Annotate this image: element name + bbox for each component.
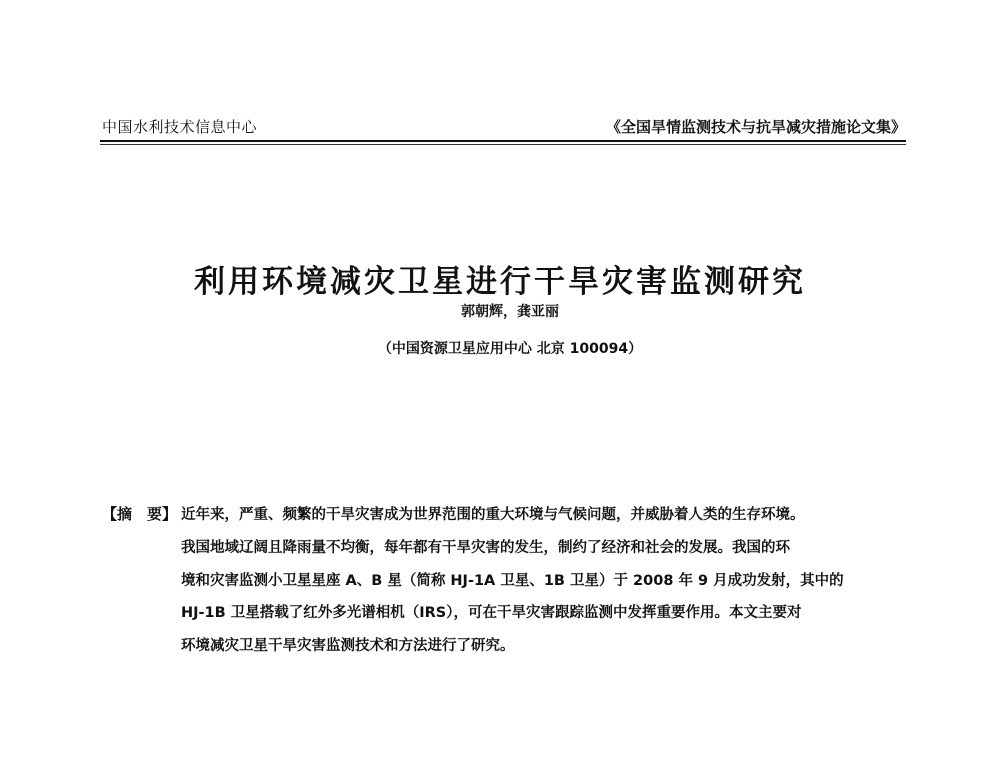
- abstract-line: 境和灾害监测小卫星星座 A、B 星（简称 HJ-1A 卫星、1B 卫星）于 2008 年 9 月成功发射，其中的: [181, 573, 844, 589]
- header-rule-thin: [100, 144, 906, 145]
- paper-authors: 郭朝辉，龚亚丽: [461, 304, 559, 320]
- abstract-line: 环境减灾卫星干旱灾害监测技术和方法进行了研究。: [181, 638, 515, 654]
- header-publisher: 中国水利技术信息中心: [102, 118, 258, 136]
- paper-title: 利用环境减灾卫星进行干旱灾害监测研究: [194, 264, 806, 300]
- abstract-label: 【摘 要】: [102, 505, 178, 523]
- abstract-line: 近年来，严重、频繁的干旱灾害成为世界范围的重大环境与气候问题，并威胁着人类的生存环境。: [181, 507, 805, 523]
- abstract-line: 我国地域辽阔且降雨量不均衡，每年都有干旱灾害的发生，制约了经济和社会的发展。我国的环: [181, 540, 790, 556]
- paper-affiliation: （中国资源卫星应用中心 北京 100094）: [377, 341, 643, 357]
- abstract-line: HJ-1B 卫星搭载了红外多光谱相机（IRS），可在干旱灾害跟踪监测中发挥重要作用。本文主要对: [181, 605, 802, 621]
- header-collection-title: 《全国旱情监测技术与抗旱减灾措施论文集》: [605, 118, 906, 136]
- header-rule: [100, 140, 906, 142]
